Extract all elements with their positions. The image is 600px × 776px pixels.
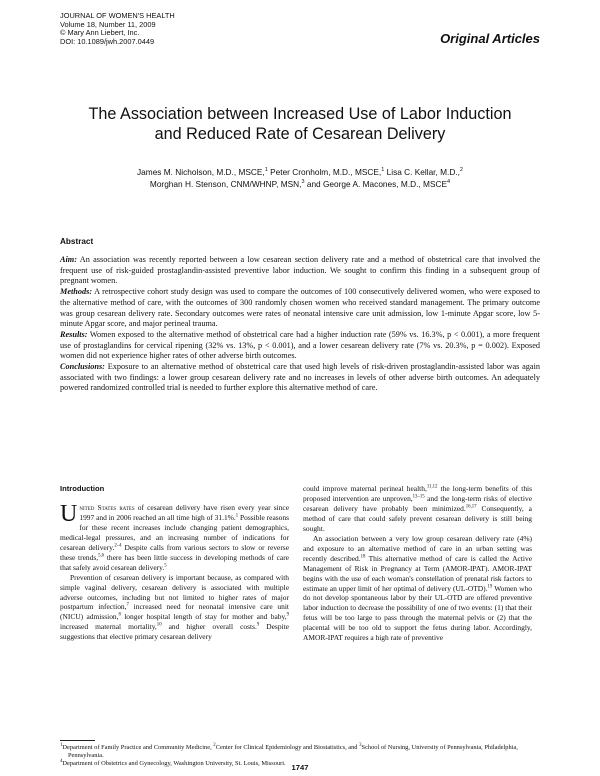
abstract-conclusions [60,362,540,394]
small-caps-lead: nited States rates [79,502,135,512]
section-label: Original Articles [440,31,540,46]
methods-text: A retrospective cohort study design was used to compare the outcomes of 100 consecutively delivered women, who were exposed to the alternative method of care, with the outcomes of 300 randomly chosen women who received standard management. The primary outcome was group cesarean delivery rate. Secondary outcomes were rates of neonatal intensive care unit admission, low 1-minute Apgar score, low 5-minute Apgar score, and major perineal trauma. [60,287,540,329]
conclusions-text: Exposure to an alternative method of obstetrical care that used high levels of risk-driven prostaglandin-assisted labor was again associated with two findings: a lower group cesarean delivery rate and no increases in levels of other adverse birth outcomes. An adequately powered randomized controlled trial is needed to further explore this alternative method of care. [60,362,540,393]
text-run: could improve maternal perineal health, [303,484,427,493]
journal-volume: Volume 18, Number 11, 2009 [60,19,156,29]
intro-paragraph-3 [303,484,532,534]
citation: 19 [487,584,493,590]
citation: 1 [235,513,239,519]
methods-label: Methods: [60,287,93,297]
text-run: and the long-term risks of elective cesarean delivery have probably been minimized. [303,493,533,513]
citation: 5,6 [98,553,105,559]
author-affil: 1 [264,167,268,174]
citation: 2–4 [114,543,122,549]
text-run: there has been little success in developing methods of care that safely avoid cesarean delivery. [60,552,289,572]
drop-cap: U [60,500,78,527]
text-run: Prevention of cesarean delivery is important because, as compared with simple vaginal delivery, cesarean delivery is associated with multiple adverse outcomes, including but not limited to higher rates of major postpartum infection, [60,572,289,612]
journal-copyright: © Mary Ann Liebert, Inc. [60,28,140,38]
intro-paragraph-4 [303,534,532,643]
intro-paragraph-2 [60,573,289,643]
text-run: and higher overall costs. [161,622,257,632]
citation: 1 [60,742,63,748]
journal-name: JOURNAL OF WOMEN'S HEALTH [60,11,175,20]
text-run: Despite suggestions that elective primary cesarean delivery [60,622,289,642]
citation: 16,17 [465,504,477,510]
citation: 3 [359,742,362,748]
footnote-affil-1-3 [60,744,540,760]
author-name: James M. Nicholson, M.D., MSCE, [137,167,265,177]
abstract-results [60,330,540,362]
text-run: increased maternal mortality, [60,622,157,632]
results-text: Women exposed to the alternative method of obstetrical care had a higher induction rate (59% vs. 16.3%, p < 0.001), a more frequent use of prostaglandins for cervical ripening (32% vs. 13%, p < 0.001), and a lower cesarean delivery rate (7% vs. 20.3%, p = 0.002). Exposed women did not experience higher rates of other adverse birth outcomes. [60,329,540,361]
citation: 10 [156,622,162,628]
journal-doi: DOI: 10.1089/jwh.2007.0449 [60,36,155,46]
text-run: Department of Family Practice and Community Medicine, [62,744,212,751]
results-label: Results: [60,329,88,339]
right-column [303,484,532,643]
text-run: Department of Obstetrics and Gynecology, Washington University, St. Louis, Missouri. [62,760,286,768]
author-affil: 4 [447,178,451,185]
author-name: and George A. Macones, M.D., MSCE [306,178,448,189]
citation: 9 [256,622,260,628]
author-name: Lisa C. Kellar, M.D., [386,167,460,177]
text-run: longer hospital length of stay for mother and baby, [120,612,287,622]
citation: 18 [360,554,366,560]
intro-paragraph-1 [60,500,290,573]
author-affil: 2 [459,167,463,174]
aim-text: An association was recently reported between a low cesarean section delivery rate and a method of obstetrical care that involved the frequent use of risk-guided prostaglandin-assisted preventive labor induction. We sought to confirm this finding in a subsequent group of pregnant women. [60,255,540,286]
author-affil: 3 [301,178,305,185]
title-line-1: The Association between Increased Use of Labor Induction [88,105,512,123]
abstract-heading: Abstract [60,237,94,246]
text-run: the long-term benefits of this proposed intervention are unproven, [303,484,532,503]
text-run: increased need for neonatal intensive care unit (NICU) admission, [60,602,289,622]
author-affil: 1 [381,167,385,174]
citation: 13–15 [412,494,425,500]
citation: 7 [126,603,129,608]
footnote-rule [60,740,95,741]
conclusions-label: Conclusions: [60,362,105,372]
journal-header [60,12,175,46]
author-line-2 [60,179,540,191]
author-list [60,167,540,190]
introduction-heading: Introduction [60,484,105,493]
citation: 11,12 [426,484,438,490]
citation: 9 [286,612,289,618]
citation: 2 [213,742,216,748]
citation: 5 [164,563,167,569]
text-run: This alternative method of care is called the Active Management of Risk in Pregnancy at Term (AMOR-IPAT). AMOR-IPAT begins with the use of each woman's constellation of prenatal risk factors to estimate an upper limit of her optimal of delivery (UL-OTD). [303,553,532,593]
citation: 4 [60,759,63,765]
abstract-methods [60,287,540,330]
author-name: Peter Cronholm, M.D., MSCE, [270,167,382,177]
text-run: Possible reasons for these recent increases include changing patient demographics, medical-legal pressures, and an increasing number of indications for cesarean delivery. [60,512,289,552]
article-title [40,104,560,144]
left-column [60,484,289,642]
author-name: Morghan H. Stenson, CNM/WHNP, MSN, [149,178,302,189]
text-run: An association between a very low group cesarean delivery rate (4%) and exposure to an alternative method of care in an urban setting was recently described. [303,533,532,563]
text-run: of cesarean delivery have risen every year since 1997 and in 2006 reached an all time high of 31.1%. [79,502,289,522]
text-run: School of Nursing, University of Pennsylvania, Philadelphia, Pennsylvania. [68,744,518,760]
text-run: Despite calls from various sectors to slow or reverse these trends, [60,542,290,562]
abstract-body [60,255,540,394]
page-number: 1747 [291,763,309,772]
aim-label: Aim: [60,255,77,264]
text-run: Center for Clinical Epidemiology and Biostatistics, and [215,744,358,751]
text-run: Women who do not develop spontaneous labor by their UL-OTD are offered preventive labor induction to decrease the possibility of one of two events: (1) that their fetus will be too large to pass through the maternal pelvis or (2) that the placental will be too old to support the fetus during labor. Accordingly, AMOR-IPAT requires a high rate of preventive [303,583,532,643]
text-run: Consequently, a method of care that could safely prevent cesarean delivery is still being sought. [303,503,532,533]
author-line-1 [60,167,540,179]
abstract-aim [60,255,540,287]
title-line-2: and Reduced Rate of Cesarean Delivery [154,125,446,143]
citation: 8 [118,612,121,618]
